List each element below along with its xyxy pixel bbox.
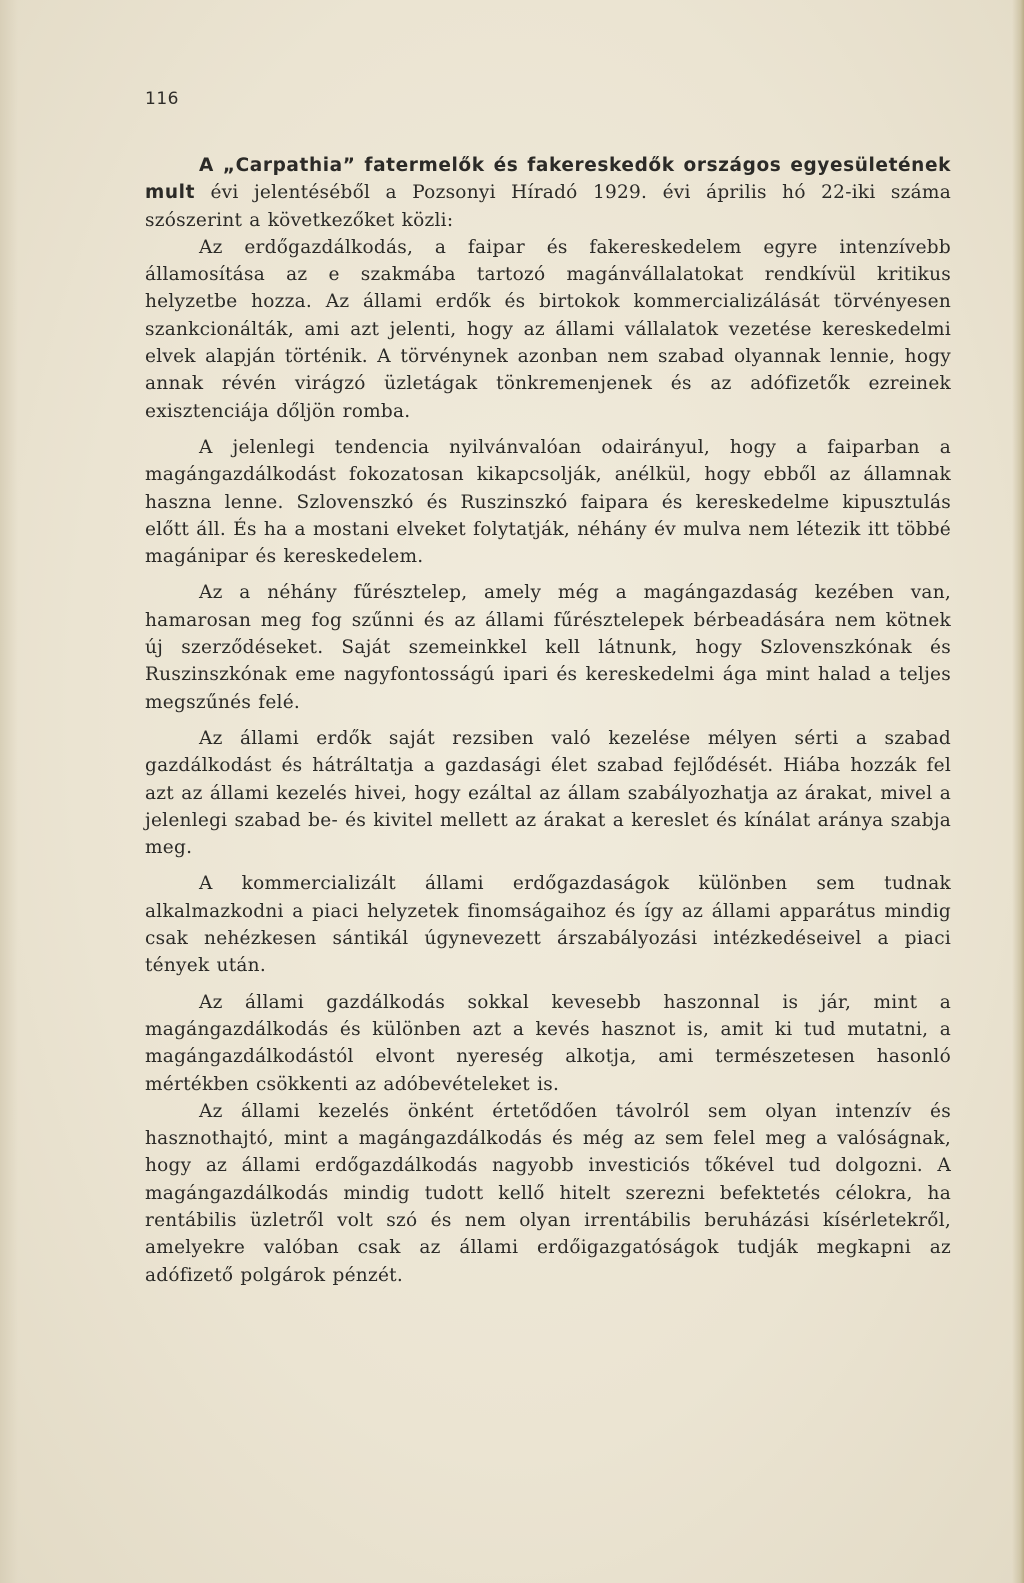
- paragraph-7: Az állami gazdálkodás sokkal kevesebb haszonnal is jár, mint a magángazdálkodás és különben azt a kevés hasznot is, amit ki tud mutatni, a magángazdálkodástól elvont nyereség alkotja, ami természetesen hasonló mértékben csökkenti az adóbevételeket is.: [145, 991, 951, 1095]
- paragraph-1-lead: A „Carpathia” fatermelők és fakereskedők országos egyesületének mult: [145, 155, 951, 204]
- paragraph-8: Az állami kezelés önként értetődően távolról sem olyan intenzív és hasznothajtó, mint a magángazdálkodás és még az sem felel meg a valóságnak, hogy az állami erdőgazdálkodás nagyobb investiciós tőkével tud dolgozni. A magángazdálkodás mindig tudott kellő hitelt szerezni befektetés célokra, ha rentábilis üzletről volt szó és nem olyan irrentábilis beruházási kísérletekről, amelyekre valóban csak az állami erdőigazgatóságok tudják megkapni az adófizető polgárok pénzét.: [145, 1100, 951, 1286]
- paragraph-4: Az a néhány fűrésztelep, amely még a magángazdaság kezében van, hamarosan meg fog szűnni és az állami fűrésztelepek bérbeadására nem kötnek új szerződéseket. Saját szemeinkkel kell látnunk, hogy Szlovenszkónak és Ruszinszkónak eme nagyfontosságú ipari és kereskedelmi ága mint halad a teljes megszűnés felé.: [145, 582, 951, 713]
- paragraph-2: Az erdőgazdálkodás, a faipar és fakereskedelem egyre intenzívebb államosítása az e szakmába tartozó magánvállalatokat rendkívül kritikus helyzetbe hozza. Az állami erdők és birtokok kommercializálását törvényesen szankcionálták, ami azt jelenti, hogy az állami vállalatok vezetése kereskedelmi elvek alapján történik. A törvénynek azonban nem szabad olyannak lennie, hogy annak révén virágzó üzletágak tönkremenjenek és az adófizetők ezreinek exisztenciája dőljön romba.: [145, 236, 951, 422]
- paragraph-1: [145, 152, 951, 234]
- paragraph-6: A kommercializált állami erdőgazdaságok különben sem tudnak alkalmazkodni a piaci helyzetek finomságaihoz és így az állami apparátus mindig csak nehézkesen sántikál úgynevezett árszabályozási intézkedéseivel a piaci tények után.: [145, 873, 951, 977]
- spine-shadow: [0, 0, 18, 1583]
- paragraph-3: A jelenlegi tendencia nyilvánvalóan odairányul, hogy a faiparban a magángazdálkodást fokozatosan kikapcsolják, anélkül, hogy ebből az államnak haszna lenne. Szlovenszkó és Ruszinszkó faipara és kereskedelme kipusztulás előtt áll. És ha a mostani elveket folytatják, néhány év mulva nem létezik itt többé magánipar és kereskedelem.: [145, 436, 951, 568]
- page-number: 116: [145, 89, 179, 109]
- paragraph-5: Az állami erdők saját rezsiben való kezelése mélyen sérti a szabad gazdálkodást és hátráltatja a gazdasági élet szabad fejlődését. Hiába hozzák fel azt az állami kezelés hivei, hogy ezáltal az állam szabályozhatja az árakat, mivel a jelenlegi szabad be- és kivitel mellett az árakat a kereslet és kínálat aránya szabja meg.: [145, 727, 951, 859]
- paragraph-1-text: évi jelentéséből a Pozsonyi Híradó 1929. évi április hó 22-iki száma szószerint a következőket közli:: [145, 182, 951, 231]
- page-edge: [1012, 0, 1024, 1583]
- text-block: [145, 88, 951, 1289]
